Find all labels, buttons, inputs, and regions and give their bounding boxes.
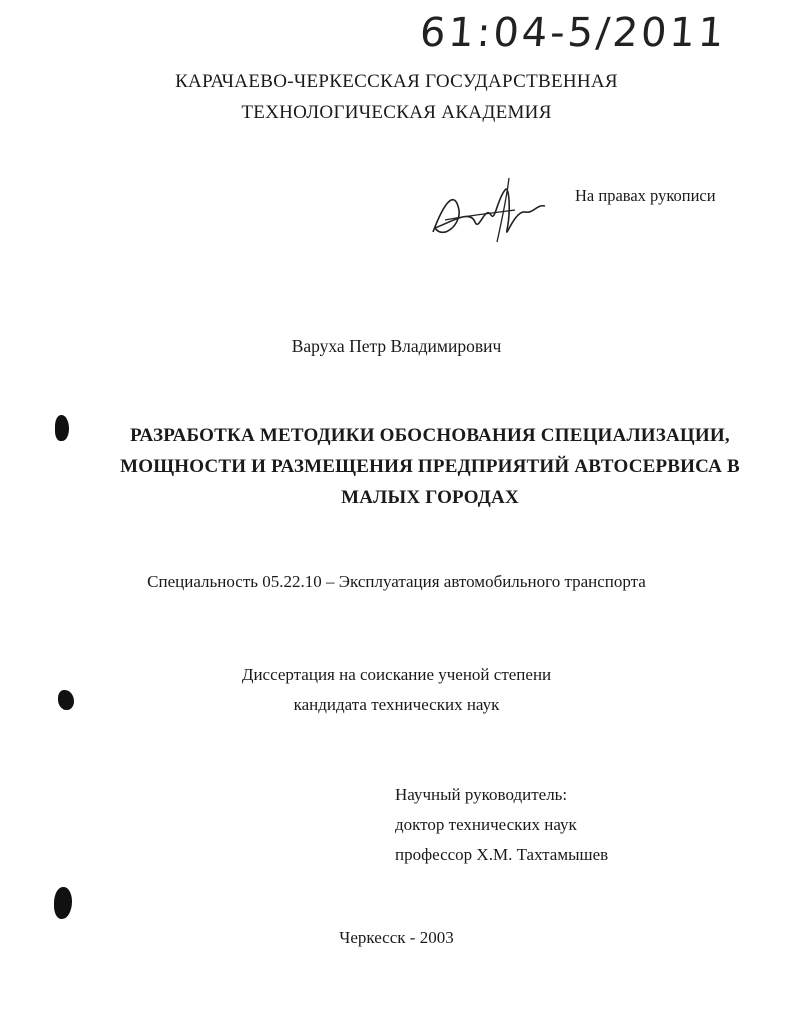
- signature-icon: [425, 170, 555, 250]
- scientific-advisor: [395, 780, 608, 870]
- binding-hole-mark: [55, 415, 69, 441]
- dissertation-title: [110, 420, 750, 513]
- title-line-3: МАЛЫХ ГОРОДАХ: [341, 487, 519, 508]
- advisor-degree: доктор технических наук: [395, 815, 577, 834]
- city-year: Черкесск - 2003: [339, 928, 454, 947]
- specialty: Специальность 05.22.10 – Эксплуатация автомобильного транспорта: [147, 572, 646, 591]
- institution-line-1: КАРАЧАЕВО-ЧЕРКЕССКАЯ ГОСУДАРСТВЕННАЯ: [175, 71, 618, 92]
- archive-code: 61:04-5/2011: [418, 10, 729, 56]
- degree-line-2: кандидата технических наук: [293, 695, 500, 714]
- rights-note: На правах рукописи: [575, 186, 716, 205]
- advisor-label: Научный руководитель:: [395, 785, 568, 804]
- binding-hole-mark: [54, 887, 72, 919]
- author-name: Варуха Петр Владимирович: [291, 336, 502, 356]
- advisor-name: профессор Х.М. Тахтамышев: [395, 845, 609, 864]
- institution-line-2: ТЕХНОЛОГИЧЕСКАЯ АКАДЕМИЯ: [241, 102, 552, 123]
- binding-hole-mark: [58, 690, 74, 710]
- title-line-2: МОЩНОСТИ И РАЗМЕЩЕНИЯ ПРЕДПРИЯТИЙ АВТОСЕРВИСА В: [120, 456, 740, 477]
- institution-name: [0, 66, 793, 128]
- degree-line-1: Диссертация на соискание ученой степени: [241, 665, 552, 684]
- degree-statement: [0, 660, 793, 720]
- title-line-1: РАЗРАБОТКА МЕТОДИКИ ОБОСНОВАНИЯ СПЕЦИАЛИЗАЦИИ,: [130, 425, 730, 446]
